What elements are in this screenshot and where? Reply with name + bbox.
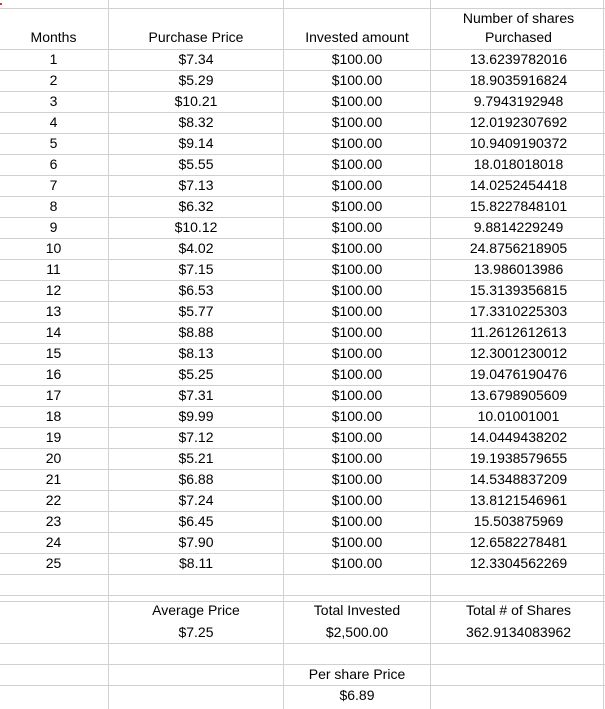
row-divider — [0, 685, 605, 686]
price-cell[interactable]: $7.34 — [178, 52, 214, 67]
price-cell[interactable]: $7.24 — [178, 493, 214, 508]
column-divider — [108, 0, 109, 709]
month-cell[interactable]: 8 — [49, 199, 58, 214]
invested-cell[interactable]: $100.00 — [331, 241, 383, 256]
row-divider — [0, 49, 605, 50]
month-cell[interactable]: 10 — [45, 241, 62, 256]
invested-cell[interactable]: $100.00 — [331, 388, 383, 403]
month-cell[interactable]: 5 — [49, 136, 58, 151]
invested-cell[interactable]: $100.00 — [331, 367, 383, 382]
per-share-price-label[interactable]: Per share Price — [308, 667, 406, 682]
shares-cell[interactable]: 19.1938579655 — [469, 451, 568, 466]
shares-cell[interactable]: 12.0192307692 — [469, 115, 568, 130]
price-cell[interactable]: $5.21 — [178, 451, 214, 466]
shares-cell[interactable]: 14.0252454418 — [469, 178, 568, 193]
row-divider — [0, 664, 605, 665]
row-divider — [0, 70, 605, 71]
per-share-price-value[interactable]: $6.89 — [339, 688, 375, 703]
month-cell[interactable]: 19 — [45, 430, 62, 445]
row-divider — [0, 406, 605, 407]
row-divider — [0, 322, 605, 323]
invested-cell[interactable]: $100.00 — [331, 514, 383, 529]
invested-cell[interactable]: $100.00 — [331, 430, 383, 445]
header-shares-line1[interactable]: Number of shares — [462, 11, 575, 26]
month-cell[interactable]: 18 — [45, 409, 62, 424]
month-cell[interactable]: 25 — [45, 556, 62, 571]
row-divider — [0, 8, 605, 9]
invested-cell[interactable]: $100.00 — [331, 73, 383, 88]
invested-cell[interactable]: $100.00 — [331, 52, 383, 67]
month-cell[interactable]: 9 — [49, 220, 58, 235]
price-cell[interactable]: $8.88 — [178, 325, 214, 340]
row-divider — [0, 91, 605, 92]
price-cell[interactable]: $6.53 — [178, 283, 214, 298]
row-divider — [0, 175, 605, 176]
row-divider — [0, 448, 605, 449]
shares-cell[interactable]: 14.5348837209 — [469, 472, 568, 487]
shares-cell[interactable]: 9.8814229249 — [473, 220, 564, 235]
row-divider — [0, 238, 605, 239]
invested-cell[interactable]: $100.00 — [331, 199, 383, 214]
price-cell[interactable]: $6.45 — [178, 514, 214, 529]
shares-cell[interactable]: 13.986013986 — [473, 262, 564, 277]
shares-cell[interactable]: 12.3304562269 — [469, 556, 568, 571]
shares-cell[interactable]: 18.9035916824 — [469, 73, 568, 88]
row-divider — [0, 553, 605, 554]
row-divider — [0, 511, 605, 512]
month-cell[interactable]: 23 — [45, 514, 62, 529]
invested-cell[interactable]: $100.00 — [331, 157, 383, 172]
row-divider — [0, 133, 605, 134]
month-cell[interactable]: 13 — [45, 304, 62, 319]
invested-cell[interactable]: $100.00 — [331, 304, 383, 319]
invested-cell[interactable]: $100.00 — [331, 493, 383, 508]
column-divider — [603, 0, 604, 709]
row-divider — [0, 217, 605, 218]
shares-cell[interactable]: 10.9409190372 — [469, 136, 568, 151]
shares-cell[interactable]: 13.8121546961 — [469, 493, 568, 508]
header-shares-line2[interactable]: Purchased — [485, 30, 552, 45]
row-divider — [0, 595, 605, 596]
total-invested-value[interactable]: $2,500.00 — [325, 625, 389, 640]
price-cell[interactable]: $8.13 — [178, 346, 214, 361]
total-shares-value[interactable]: 362.9134083962 — [465, 625, 572, 640]
column-divider — [430, 0, 431, 709]
row-divider — [0, 112, 605, 113]
invested-cell[interactable]: $100.00 — [331, 178, 383, 193]
shares-cell[interactable]: 10.01001001 — [477, 409, 560, 424]
invested-cell[interactable]: $100.00 — [331, 472, 383, 487]
shares-cell[interactable]: 18.018018018 — [473, 157, 564, 172]
month-cell[interactable]: 16 — [45, 367, 62, 382]
price-cell[interactable]: $10.21 — [174, 94, 218, 109]
invested-cell[interactable]: $100.00 — [331, 451, 383, 466]
header-invested-amount[interactable]: Invested amount — [305, 30, 409, 45]
month-cell[interactable]: 3 — [49, 94, 58, 109]
price-cell[interactable]: $5.25 — [178, 367, 214, 382]
shares-cell[interactable]: 15.503875969 — [473, 514, 564, 529]
invested-cell[interactable]: $100.00 — [331, 283, 383, 298]
price-cell[interactable]: $6.88 — [178, 472, 214, 487]
row-divider — [0, 280, 605, 281]
month-cell[interactable]: 21 — [45, 472, 62, 487]
invested-cell[interactable]: $100.00 — [331, 535, 383, 550]
price-cell[interactable]: $6.32 — [178, 199, 214, 214]
invested-cell[interactable]: $100.00 — [331, 220, 383, 235]
price-cell[interactable]: $7.12 — [178, 430, 214, 445]
row-divider — [0, 427, 605, 428]
corner-marker — [0, 3, 2, 5]
row-divider — [0, 601, 605, 602]
month-cell[interactable]: 20 — [45, 451, 62, 466]
price-cell[interactable]: $5.55 — [178, 157, 214, 172]
price-cell[interactable]: $8.32 — [178, 115, 214, 130]
row-divider — [0, 343, 605, 344]
average-price-value[interactable]: $7.25 — [178, 625, 214, 640]
shares-cell[interactable]: 15.8227848101 — [469, 199, 568, 214]
month-cell[interactable]: 12 — [45, 283, 62, 298]
month-cell[interactable]: 1 — [49, 52, 58, 67]
total-invested-label[interactable]: Total Invested — [313, 603, 401, 618]
shares-cell[interactable]: 13.6239782016 — [469, 52, 568, 67]
row-divider — [0, 259, 605, 260]
header-purchase-price[interactable]: Purchase Price — [148, 30, 244, 45]
month-cell[interactable]: 17 — [45, 388, 62, 403]
shares-cell[interactable]: 11.2612612613 — [470, 325, 567, 340]
row-divider — [0, 301, 605, 302]
month-cell[interactable]: 6 — [49, 157, 58, 172]
price-cell[interactable]: $5.77 — [178, 304, 214, 319]
shares-cell[interactable]: 12.3001230012 — [469, 346, 568, 361]
invested-cell[interactable]: $100.00 — [331, 346, 383, 361]
price-cell[interactable]: $8.11 — [179, 556, 213, 571]
price-cell[interactable]: $7.31 — [178, 388, 214, 403]
shares-cell[interactable]: 15.3139356815 — [469, 283, 568, 298]
row-divider — [0, 196, 605, 197]
shares-cell[interactable]: 14.0449438202 — [469, 430, 568, 445]
invested-cell[interactable]: $100.00 — [331, 325, 383, 340]
row-divider — [0, 469, 605, 470]
row-divider — [0, 490, 605, 491]
month-cell[interactable]: 11 — [46, 262, 61, 277]
month-cell[interactable]: 22 — [45, 493, 62, 508]
invested-cell[interactable]: $100.00 — [331, 94, 383, 109]
month-cell[interactable]: 14 — [45, 325, 62, 340]
price-cell[interactable]: $4.02 — [178, 241, 214, 256]
total-shares-label[interactable]: Total # of Shares — [465, 603, 572, 618]
month-cell[interactable]: 15 — [45, 346, 62, 361]
month-cell[interactable]: 7 — [49, 178, 58, 193]
price-cell[interactable]: $5.29 — [178, 73, 214, 88]
shares-cell[interactable]: 9.7943192948 — [473, 94, 564, 109]
price-cell[interactable]: $9.14 — [178, 136, 214, 151]
invested-cell[interactable]: $100.00 — [331, 556, 383, 571]
row-divider — [0, 154, 605, 155]
row-divider — [0, 574, 605, 575]
row-divider — [0, 532, 605, 533]
shares-cell[interactable]: 17.3310225303 — [469, 304, 568, 319]
price-cell[interactable]: $7.90 — [178, 535, 214, 550]
row-divider — [0, 385, 605, 386]
price-cell[interactable]: $10.12 — [174, 220, 218, 235]
column-divider — [283, 0, 284, 709]
invested-cell[interactable]: $100.00 — [331, 136, 383, 151]
row-divider — [0, 364, 605, 365]
invested-cell[interactable]: $100.00 — [331, 262, 383, 277]
month-cell[interactable]: 24 — [45, 535, 62, 550]
shares-cell[interactable]: 19.0476190476 — [469, 367, 568, 382]
shares-cell[interactable]: 12.6582278481 — [469, 535, 568, 550]
price-cell[interactable]: $9.99 — [178, 409, 214, 424]
invested-cell[interactable]: $100.00 — [331, 115, 383, 130]
price-cell[interactable]: $7.15 — [178, 262, 214, 277]
average-price-label[interactable]: Average Price — [152, 603, 240, 618]
month-cell[interactable]: 2 — [49, 73, 58, 88]
month-cell[interactable]: 4 — [49, 115, 58, 130]
header-months[interactable]: Months — [30, 30, 77, 45]
shares-cell[interactable]: 24.8756218905 — [469, 241, 568, 256]
price-cell[interactable]: $7.13 — [178, 178, 214, 193]
shares-cell[interactable]: 13.6798905609 — [469, 388, 568, 403]
row-divider — [0, 643, 605, 644]
invested-cell[interactable]: $100.00 — [331, 409, 383, 424]
